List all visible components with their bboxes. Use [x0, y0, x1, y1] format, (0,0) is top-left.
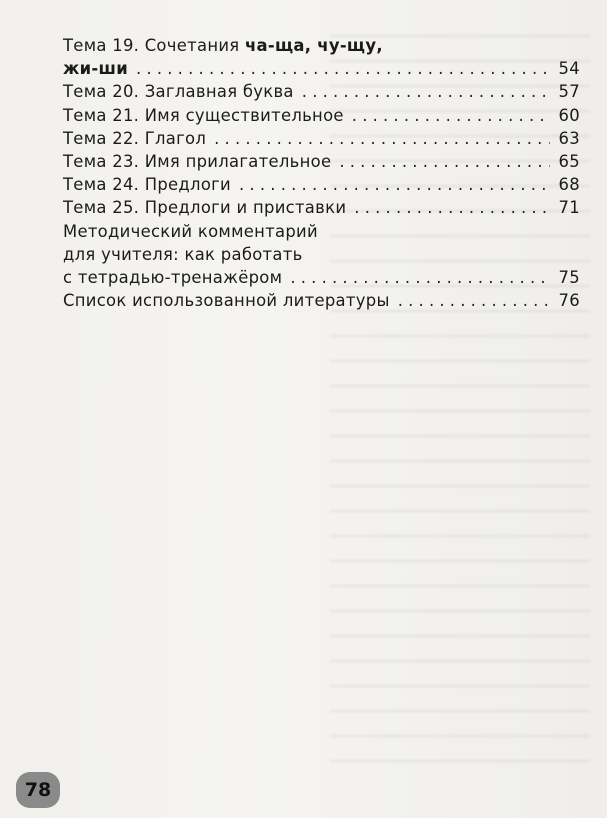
toc-entry-method-line1: Методический комментарий: [63, 221, 318, 241]
toc-entry-method-page: 75: [558, 268, 580, 288]
toc-entry-19: [63, 34, 583, 80]
leader-dots: [136, 57, 550, 80]
leader-dots: [352, 104, 550, 127]
toc-entry-22-page: 63: [558, 128, 580, 148]
toc-entry-24-page: 68: [558, 175, 580, 195]
toc-entry-21-page: 60: [558, 105, 580, 125]
toc-entry-23-page: 65: [558, 152, 580, 172]
toc-entry-20-title: Тема 20. Заглавная буква: [63, 82, 294, 102]
toc-entry-method: [63, 220, 583, 290]
toc-entry-25-title: Тема 25. Предлоги и приставки: [63, 198, 347, 218]
leader-dots: [339, 150, 550, 173]
leader-dots: [302, 80, 550, 103]
toc-entry-literature: [63, 289, 583, 312]
toc-entry-19-title-bold-2: жи-ши: [63, 59, 128, 79]
toc-entry-22-title: Тема 22. Глагол: [63, 128, 207, 148]
toc-entry-19-title-bold: ча-ща, чу-щу,: [244, 36, 383, 55]
leader-dots: [354, 196, 550, 219]
toc-entry-19-page: 54: [558, 59, 580, 79]
toc-entry-22: [63, 127, 583, 150]
toc-entry-21-title: Тема 21. Имя существительное: [63, 105, 344, 125]
toc-entry-method-line3: с тетрадью-тренажёром: [63, 268, 283, 288]
toc-entry-method-line2: для учителя: как работать: [63, 244, 303, 264]
leader-dots: [214, 127, 550, 150]
leader-dots: [239, 173, 550, 196]
toc-entry-24-title: Тема 24. Предлоги: [63, 175, 232, 195]
toc-entry-24: [63, 173, 583, 196]
toc-entry-20: [63, 80, 583, 103]
toc-entry-25: [63, 196, 583, 219]
table-of-contents: [63, 34, 583, 312]
leader-dots: [290, 266, 550, 289]
toc-entry-23-title: Тема 23. Имя прилагательное: [63, 152, 332, 172]
page-number-badge: 78: [16, 772, 60, 808]
toc-entry-19-title: Тема 19. Сочетания: [63, 36, 245, 55]
toc-entry-20-page: 57: [558, 82, 580, 102]
toc-entry-literature-title: Список использованной литературы: [63, 291, 390, 311]
toc-entry-21: [63, 104, 583, 127]
toc-entry-25-page: 71: [558, 198, 580, 218]
toc-entry-literature-page: 76: [558, 291, 580, 311]
toc-entry-23: [63, 150, 583, 173]
leader-dots: [398, 289, 550, 312]
